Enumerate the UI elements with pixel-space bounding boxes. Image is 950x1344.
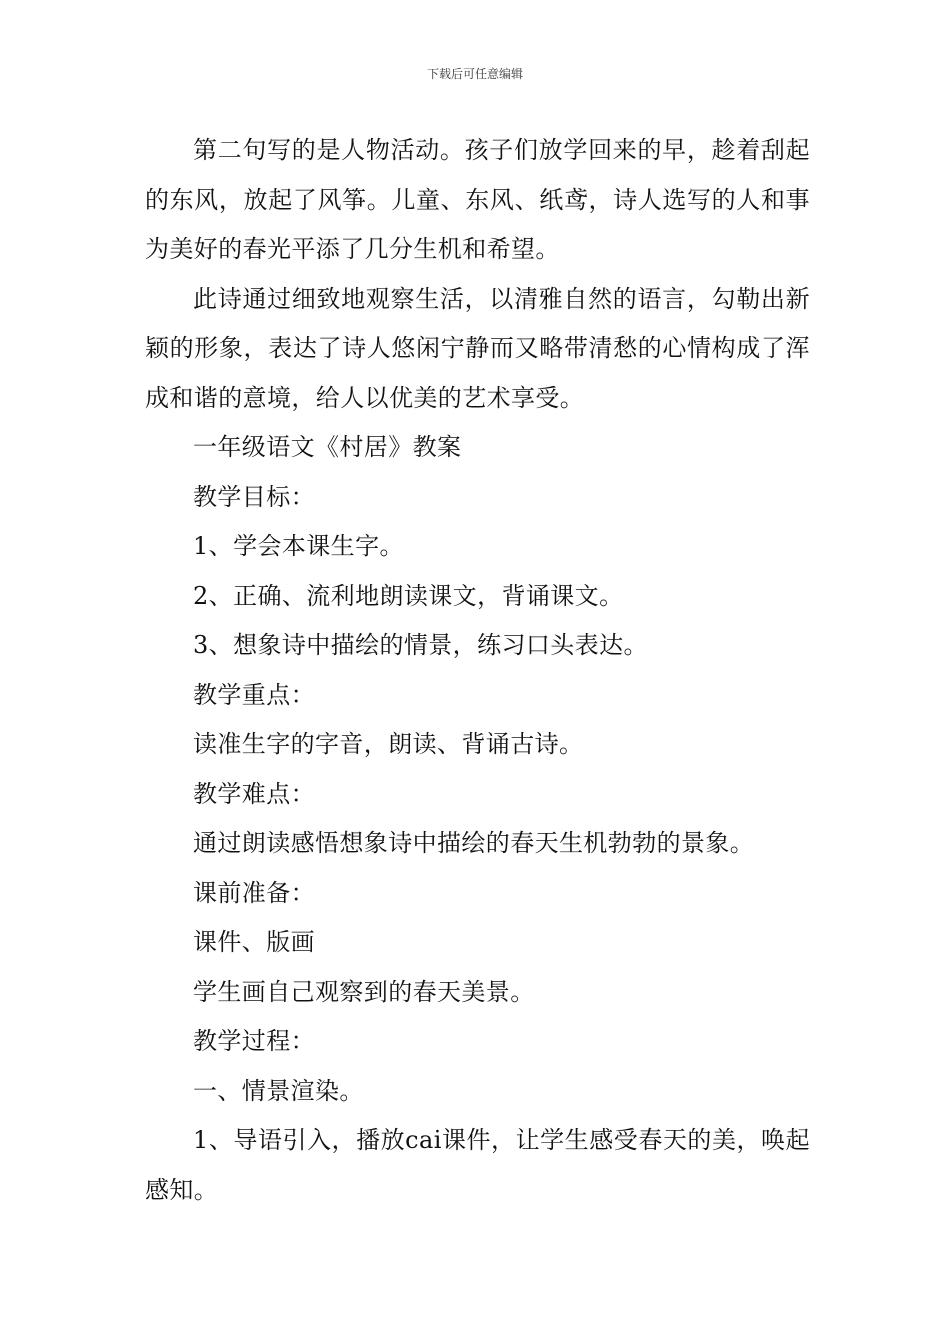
document-body: [145, 126, 810, 1215]
lesson-plan-title: 一年级语文《村居》教案: [193, 433, 462, 461]
objective-item-3: 3、想象诗中描绘的情景，练习口头表达。: [193, 631, 648, 659]
objective-item-1: 1、学会本课生字。: [193, 532, 404, 560]
paragraph-poem-analysis-line2: 第二句写的是人物活动。孩子们放学回来的早，趁着刮起的东风，放起了风筝。儿童、东风、纸鸢，诗人选写的人和事为美好的春光平添了几分生机和希望。: [145, 136, 810, 263]
section-heading-objectives: 教学目标：: [193, 482, 315, 511]
paragraph-poem-summary: 此诗通过细致地观察生活，以清雅自然的语言，勾勒出新颖的形象，表达了诗人悠闲宁静而又略带清愁的心情构成了浑成和谐的意境，给人以优美的艺术享受。: [145, 284, 810, 412]
section-heading-difficulties: 教学难点：: [193, 779, 315, 808]
process-step-1-item-1: 1、导语引入，播放cai课件，让学生感受春天的美，唤起感知。: [145, 1126, 810, 1204]
preparation-item-1: 课件、版画: [193, 928, 315, 956]
page-header: 下载后可任意编辑: [426, 67, 523, 81]
section-heading-process: 教学过程：: [193, 1027, 315, 1055]
section-heading-preparation: 课前准备：: [193, 878, 315, 907]
process-step-1-heading: 一、情景渲染。: [193, 1076, 364, 1105]
section-heading-key-points: 教学重点：: [193, 680, 315, 709]
objective-item-2: 2、正确、流利地朗读课文，背诵课文。: [193, 581, 624, 610]
key-points-text: 读准生字的字音，朗读、背诵古诗。: [193, 730, 584, 758]
preparation-item-2: 学生画自己观察到的春天美景。: [193, 977, 535, 1006]
difficulties-text: 通过朗读感悟想象诗中描绘的春天生机勃勃的景象。: [193, 829, 755, 857]
